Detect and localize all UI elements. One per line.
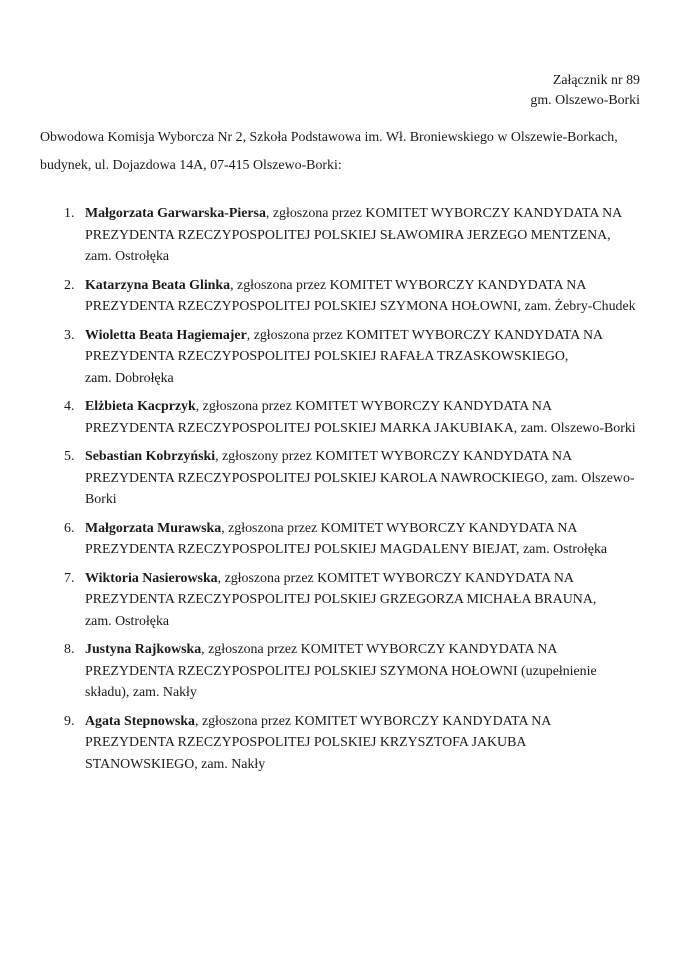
member-entry (85, 203, 640, 268)
member-name: Elżbieta Kacprzyk (85, 399, 196, 414)
member-name: Sebastian Kobrzyński (85, 449, 216, 464)
member-name: Małgorzata Garwarska-Piersa (85, 206, 266, 221)
member-line: PREZYDENTA RZECZYPOSPOLITEJ POLSKIEJ KRZYSZTOFA JAKUBA (85, 735, 527, 750)
member-name: Justyna Rajkowska (85, 642, 202, 657)
member-line (85, 446, 640, 468)
member-details: , zgłoszona przez KOMITET WYBORCZY KANDYDATA NA (230, 277, 587, 293)
member-line (85, 568, 640, 590)
member-line (85, 275, 640, 297)
member-line: PREZYDENTA RZECZYPOSPOLITEJ POLSKIEJ GRZEGORZA MICHAŁA BRAUNA, (85, 592, 597, 607)
member-line: zam. Ostrołęka (85, 249, 170, 264)
item-number: 3. (64, 327, 75, 343)
member-entry (85, 446, 640, 511)
member-line: PREZYDENTA RZECZYPOSPOLITEJ POLSKIEJ SZYMONA HOŁOWNI (uzupełnienie (85, 663, 597, 679)
member-details: , zgłoszona przez KOMITET WYBORCZY KANDYDATA NA (195, 713, 552, 729)
member-entry (85, 568, 640, 633)
member-line: STANOWSKIEGO, zam. Nakły (85, 756, 266, 772)
municipality-label: gm. Olszewo-Borki (530, 93, 640, 108)
attachment-label: Załącznik nr 89 (552, 73, 640, 88)
member-name: Małgorzata Murawska (85, 520, 222, 536)
member-line: zam. Ostrołęka (85, 613, 170, 629)
item-number: 5. (64, 449, 75, 464)
member-line (85, 639, 640, 661)
document-header (40, 71, 640, 111)
list-item (40, 275, 640, 318)
member-details: , zgłoszona przez KOMITET WYBORCZY KANDYDATA NA (265, 206, 623, 221)
item-number: 2. (64, 277, 75, 293)
member-details: , zgłoszona przez KOMITET WYBORCZY KANDYDATA NA (221, 520, 578, 536)
list-item (40, 203, 640, 268)
member-list (40, 203, 640, 775)
member-name: Agata Stepnowska (85, 713, 195, 729)
member-line: zam. Dobrołęka (85, 370, 174, 386)
member-line: PREZYDENTA RZECZYPOSPOLITEJ POLSKIEJ MAGDALENY BIEJAT, zam. Ostrołęka (85, 542, 608, 557)
member-details: , zgłoszona przez KOMITET WYBORCZY KANDYDATA NA (246, 327, 604, 343)
member-name: Katarzyna Beata Glinka (85, 277, 231, 293)
member-entry (85, 711, 640, 776)
member-line: Borki (85, 492, 117, 507)
member-entry (85, 396, 640, 439)
member-name: Wioletta Beata Hagiemajer (85, 327, 247, 343)
intro-paragraph: Obwodowa Komisja Wyborcza Nr 2, Szkoła Podstawowa im. Wł. Broniewskiego w Olszewie-Borkach, budynek, ul. Dojazdowa 14A, 07-415 Olszewo-Borki: (40, 130, 618, 173)
member-line (85, 711, 640, 733)
list-item (40, 568, 640, 633)
member-entry (85, 518, 640, 561)
list-item (40, 325, 640, 390)
member-entry (85, 639, 640, 704)
list-item (40, 446, 640, 511)
member-entry (85, 325, 640, 390)
list-item (40, 639, 640, 704)
member-line: składu), zam. Nakły (85, 685, 197, 700)
item-number: 8. (64, 642, 75, 657)
member-name: Wiktoria Nasierowska (85, 570, 218, 586)
member-details: , zgłoszona przez KOMITET WYBORCZY KANDYDATA NA (201, 642, 558, 657)
item-number: 9. (64, 713, 75, 729)
member-line (85, 203, 640, 225)
member-entry (85, 275, 640, 318)
member-details: , zgłoszona przez KOMITET WYBORCZY KANDYDATA NA (195, 399, 552, 414)
list-item (40, 518, 640, 561)
member-line: PREZYDENTA RZECZYPOSPOLITEJ POLSKIEJ SŁAWOMIRA JERZEGO MENTZENA, (85, 227, 611, 243)
member-line: PREZYDENTA RZECZYPOSPOLITEJ POLSKIEJ KAROLA NAWROCKIEGO, zam. Olszewo- (85, 470, 635, 486)
member-details: , zgłoszona przez KOMITET WYBORCZY KANDYDATA NA (217, 570, 574, 586)
member-line (85, 396, 640, 418)
list-item (40, 711, 640, 776)
member-line: PREZYDENTA RZECZYPOSPOLITEJ POLSKIEJ SZYMONA HOŁOWNI, zam. Żebry-Chudek (85, 299, 636, 314)
member-line: PREZYDENTA RZECZYPOSPOLITEJ POLSKIEJ MARKA JAKUBIAKA, zam. Olszewo-Borki (85, 420, 636, 436)
member-line: PREZYDENTA RZECZYPOSPOLITEJ POLSKIEJ RAFAŁA TRZASKOWSKIEGO, (85, 349, 569, 364)
member-line (85, 518, 640, 540)
item-number: 1. (64, 206, 75, 221)
list-item (40, 396, 640, 439)
item-number: 6. (64, 520, 75, 536)
item-number: 4. (64, 399, 75, 414)
member-details: , zgłoszony przez KOMITET WYBORCZY KANDYDATA NA (215, 449, 573, 464)
member-line (85, 325, 640, 347)
item-number: 7. (64, 570, 75, 586)
